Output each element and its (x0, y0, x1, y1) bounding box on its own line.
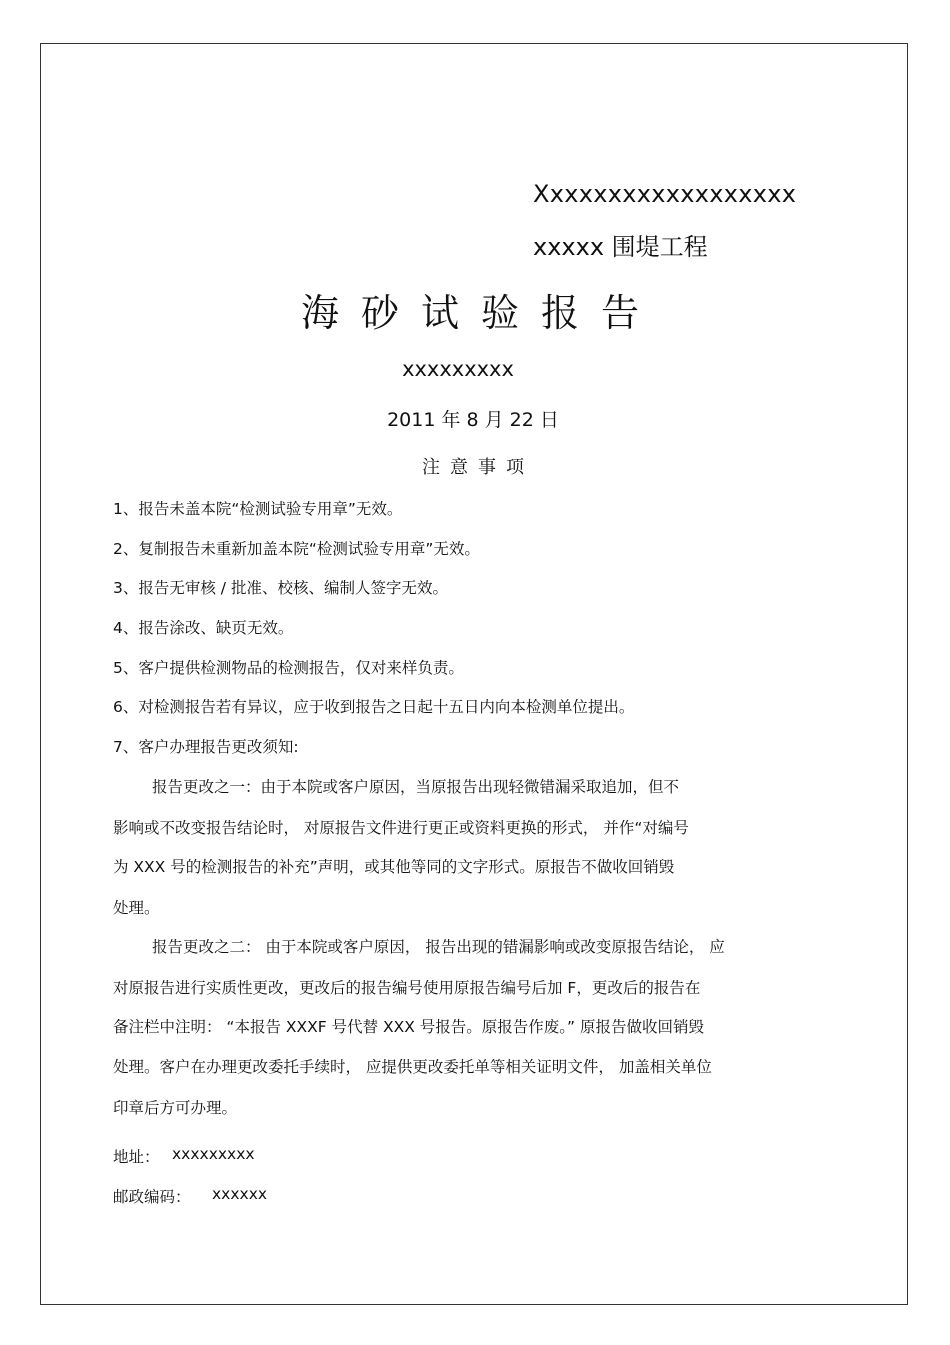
change1-line: 为 XXX 号的检测报告的补充”声明，或其他等同的文字形式。原报告不做收回销毁 (113, 858, 675, 876)
postcode-label: 邮政编码： (113, 1188, 191, 1206)
notice-item: 2、复制报告未重新加盖本院“检测试验专用章”无效。 (113, 540, 480, 558)
notice-item: 5、客户提供检测物品的检测报告，仅对来样负责。 (113, 659, 464, 677)
report-number: xxxxxxxxx (402, 357, 514, 381)
change2-line: 处理。客户在办理更改委托手续时， 应提供更改委托单等相关证明文件， 加盖相关单位 (113, 1058, 712, 1076)
notice-item: 4、报告涂改、缺页无效。 (113, 619, 294, 637)
change1-line: 处理。 (113, 899, 160, 917)
notice-item: 3、报告无审核 / 批准、校核、编制人签字无效。 (113, 579, 448, 597)
change1-line: 影响或不改变报告结论时， 对原报告文件进行更正或资料更换的形式， 并作“对编号 (113, 819, 689, 837)
address-label: 地址： (113, 1148, 160, 1166)
change2-line: 印章后方可办理。 (113, 1099, 238, 1117)
notice-heading: 注意事项 (422, 457, 534, 478)
change2-line: 对原报告进行实质性更改，更改后的报告编号使用原报告编号后加 F，更改后的报告在 (113, 979, 701, 997)
notice-item: 6、对检测报告若有异议，应于收到报告之日起十五日内向本检测单位提出。 (113, 698, 635, 716)
project-name: xxxxx 围堤工程 (533, 233, 708, 261)
notice-item: 7、客户办理报告更改须知: (113, 738, 299, 756)
address-value: xxxxxxxxx (172, 1145, 255, 1163)
change2-line: 报告更改之二： 由于本院或客户原因， 报告出现的错漏影响或改变原报告结论， 应 (152, 938, 725, 956)
change1-line: 报告更改之一：由于本院或客户原因，当原报告出现轻微错漏采取追加，但不 (152, 778, 680, 796)
report-date: 2011 年 8 月 22 日 (387, 409, 559, 431)
report-title: 海砂试验报告 (300, 291, 661, 335)
notice-item: 1、报告未盖本院“检测试验专用章”无效。 (113, 500, 403, 518)
change2-line: 备注栏中注明： “本报告 XXXF 号代替 XXX 号报告。原报告作废。” 原报告做收回销毁 (113, 1018, 705, 1036)
postcode-value: xxxxxx (212, 1185, 268, 1203)
organization-name: Xxxxxxxxxxxxxxxxxx (533, 180, 797, 208)
